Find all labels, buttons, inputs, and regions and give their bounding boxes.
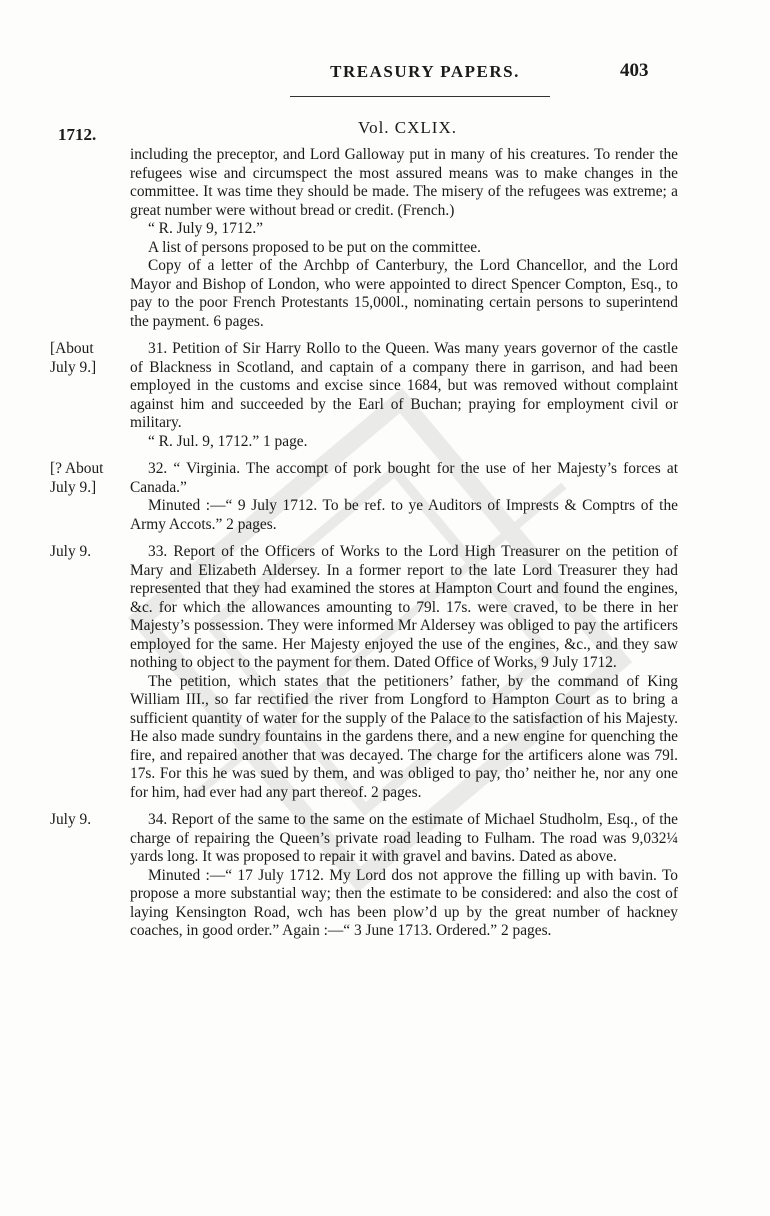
- entry-31: [50, 340, 678, 451]
- entry-paragraph: Minuted :—“ 9 July 1712. To be ref. to ye Auditors of Imprests & Comptrs of the Army Accots.” 2 pages.: [130, 497, 678, 533]
- entry-paragraph: 33. Report of the Officers of Works to the Lord High Treasurer on the petition of Mary and Elizabeth Aldersey. In a former report to the late Lord Treasurer they had represented that they had examined the stores at Hampton Court and found the engines, &c. for which the allowances amounting to 79l. 17s. were craved, to be there in her Majesty’s possession. They were informed Mr Aldersey was obliged to pay the artificers employed for the same. Her Majesty enjoyed the use of the engines, &c., and they saw nothing to object to the payment for them. Dated Office of Works, 9 July 1712.: [130, 543, 678, 671]
- intro-paragraph: A list of persons proposed to be put on the committee.: [148, 238, 481, 256]
- entry-paragraph: 34. Report of the same to the same on the estimate of Michael Studholm, Esq., of the charge of repairing the Queen’s private road leading to Fulham. The road was 9,032¼ yards long. It was proposed to repair it with gravel and bavins. Dated as above.: [130, 811, 678, 865]
- volume-label: Vol. CXLIX.: [358, 118, 457, 137]
- entry-paragraph: The petition, which states that the petitioners’ father, by the command of King William III., so far rectified the river from Longford to Hampton Court as to bring a sufficient quantity of water for the supply of the Palace to the satisfaction of his Majesty. He also made sundry fountains in the gardens there, and a new engine for quenching the fire, and repaired another that was decayed. The charge for the artificers alone was 79l. 17s. For this he was sued by them, and was obliged to pay, tho’ neither he, nor any one for him, had ever had any part thereof. 2 pages.: [130, 672, 678, 801]
- entry-34: [50, 811, 678, 941]
- intro-paragraph: including the preceptor, and Lord Galloway put in many of his creatures. To render the refugees wise and circumspect the most assured means was to make changes in the committee. It was time they should be made. The misery of the refugees was extreme; a great number were without bread or credit. (French.): [130, 146, 678, 219]
- running-title: TREASURY PAPERS.: [330, 62, 520, 81]
- entry-32: [50, 460, 678, 534]
- entry-33: [50, 543, 678, 802]
- margin-date: July 9.: [50, 811, 92, 828]
- margin-date: [About July 9.]: [50, 340, 97, 376]
- intro-paragraph: Copy of a letter of the Archbp of Canterbury, the Lord Chancellor, and the Lord Mayor and Bishop of London, who were appointed to direct Spencer Compton, Esq., to pay to the poor French Protestants 15,000l., nominating certain persons to superintend the payment. 6 pages.: [130, 257, 678, 330]
- header-rule: [290, 96, 550, 97]
- page-number: 403: [620, 60, 649, 81]
- margin-date: July 9.: [50, 543, 92, 560]
- received-note: “ R. July 9, 1712.”: [148, 220, 263, 237]
- entry-paragraph: “ R. Jul. 9, 1712.” 1 page.: [148, 432, 308, 450]
- entry-paragraph: 31. Petition of Sir Harry Rollo to the Queen. Was many years governor of the castle of Blackness in Scotland, and captain of a company there in garrison, and had been employed in the customs and excise since 1684, but was removed without complaint against him and succeeded by the Earl of Buchan; praying for employment civil or military.: [130, 340, 678, 431]
- margin-date: [? About July 9.]: [50, 460, 104, 496]
- year-label: 1712.: [58, 125, 97, 144]
- entry-paragraph: 32. “ Virginia. The accompt of pork bought for the use of her Majesty’s forces at Canada.”: [130, 460, 678, 496]
- entry-paragraph: Minuted :—“ 17 July 1712. My Lord dos not approve the filling up with bavin. To propose a more substantial way; then the estimate to be considered: and also the cost of laying Kensington Road, wch has been plow’d up by the great number of hackney coaches, in good order.” Again :—“ 3 June 1713. Ordered.” 2 pages.: [130, 866, 678, 939]
- document-body: [50, 146, 678, 941]
